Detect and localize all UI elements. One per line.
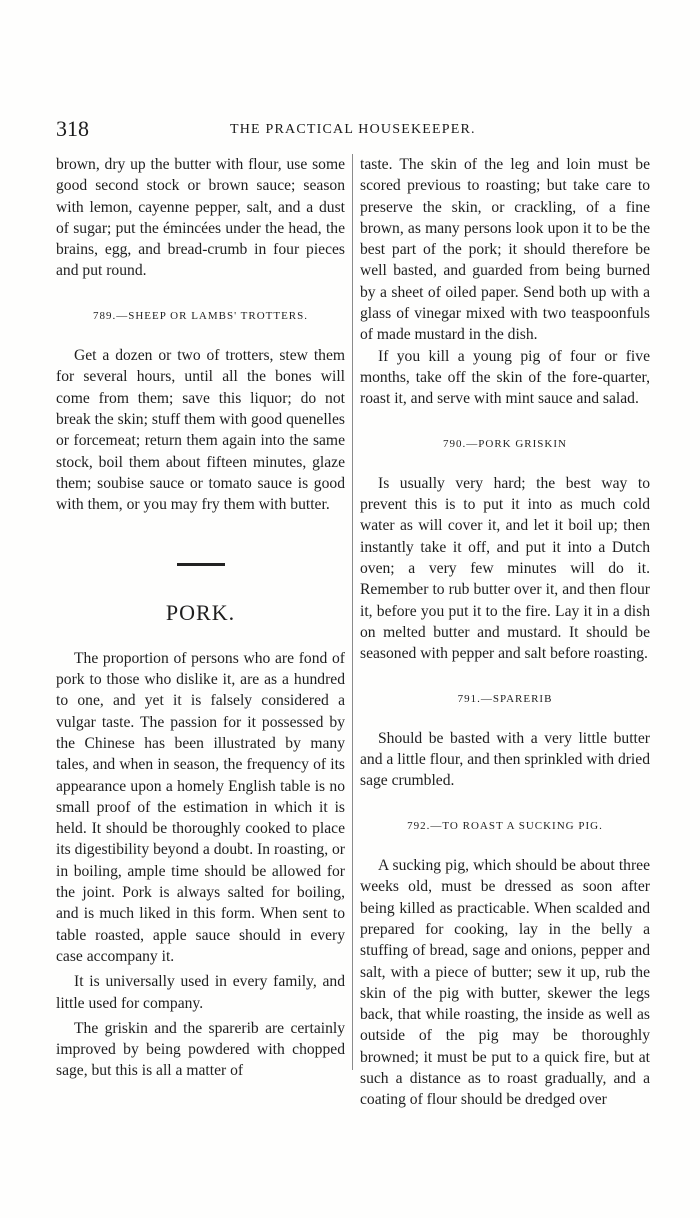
running-title: THE PRACTICAL HOUSEKEEPER. — [230, 122, 476, 137]
pork-paragraph-2: It is universally used in every family, and little used for company. — [56, 973, 345, 1012]
pork-paragraph-1: The proportion of persons who are fond of pork to those who dislike it, are as a hundred to one, and yet it is falsely considered a vulgar taste. The passion for it possessed by the Chinese has been illustrated by many tales, and when in season, the frequency of its appearance upon a homely English table is no small proof of the estimation in which it is held. It should be thoroughly cooked to place its digestibility beyond a doubt. In roasting, or in boiling, ample time should be allowed for the joint. Pork is always salted for boiling, and is much liked in this form. When sent to table roasted, apple sauce should in every case accompany it. — [56, 649, 345, 965]
recipe-heading-790: 790.—PORK GRISKIN — [443, 437, 567, 450]
continued-paragraph-right: taste. The skin of the leg and loin must be scored previous to roasting; but take care to preserve the skin, or crackling, of a fine brown, as many persons look upon it to be the best part of the pork; it should therefore be well basted, and guarded from being burned by a sheet of oiled paper. Send both up with a glass of vinegar mixed with two teaspoonfuls of made mustard in the dish. — [360, 156, 650, 344]
right-column — [360, 154, 650, 1111]
page-header — [50, 116, 650, 146]
young-pig-paragraph: If you kill a young pig of four or five months, take off the skin of the fore-quarter, roast it, and serve with mint sauce and salad. — [360, 347, 650, 408]
section-title: PORK. — [165, 600, 236, 626]
pork-paragraph-3: The griskin and the sparerib are certainly improved by being powdered with chopped sage, but this is all a matter of — [56, 1019, 345, 1080]
continued-paragraph: brown, dry up the butter with flour, use some good second stock or brown sauce; season with lemon, cayenne pepper, salt, and a dust of sugar; put the émincées under the head, the brains, egg, and bread-crumb in four pieces and put round. — [56, 156, 345, 280]
recipe-body-792: A sucking pig, which should be about three weeks old, must be dressed as soon after being killed as practicable. When scalded and prepared for cooking, lay in the belly a stuffing of bread, sage and onions, pepper and salt, with a piece of butter; sew it up, rub the skin of the pig with butter, skewer the legs back, that while roasting, the inside as well as outside of the pig may be thoroughly browned; it must be put to a quick fire, but at such a distance as to roast gradually, and a coating of flour should be dredged over — [360, 857, 650, 1109]
left-column — [56, 154, 345, 1082]
recipe-heading-789: 789.—SHEEP OR LAMBS' TROTTERS. — [92, 309, 309, 322]
page-number: 318 — [56, 116, 89, 141]
recipe-body-789: Get a dozen or two of trotters, stew them for several hours, until all the bones will come from them; save this liquor; do not break the skin; stuff them with good quenelles or forcemeat; return them again into the same stock, boil them about fifteen minutes, glaze them; soubise sauce or tomato sauce is good with them, or you may fry them with butter. — [56, 347, 345, 514]
column-divider — [352, 154, 353, 1070]
recipe-heading-792: 792.—TO ROAST A SUCKING PIG. — [407, 819, 603, 832]
recipe-body-790: Is usually very hard; the best way to prevent this is to put it into as much cold water as will cover it, and let it boil up; then instantly take it off, and put it into a Dutch oven; a very few minutes will do it. Remember to rub butter over it, and then flour it, before you put it to the fire. Lay it in a dish on melted butter and mustard. It should be seasoned with pepper and salt before roasting. — [360, 474, 650, 663]
recipe-body-791: Should be basted with a very little butter and a little flour, and then sprinkled with dried sage crumbled. — [360, 729, 650, 790]
recipe-heading-791: 791.—SPARERIB — [457, 692, 553, 705]
